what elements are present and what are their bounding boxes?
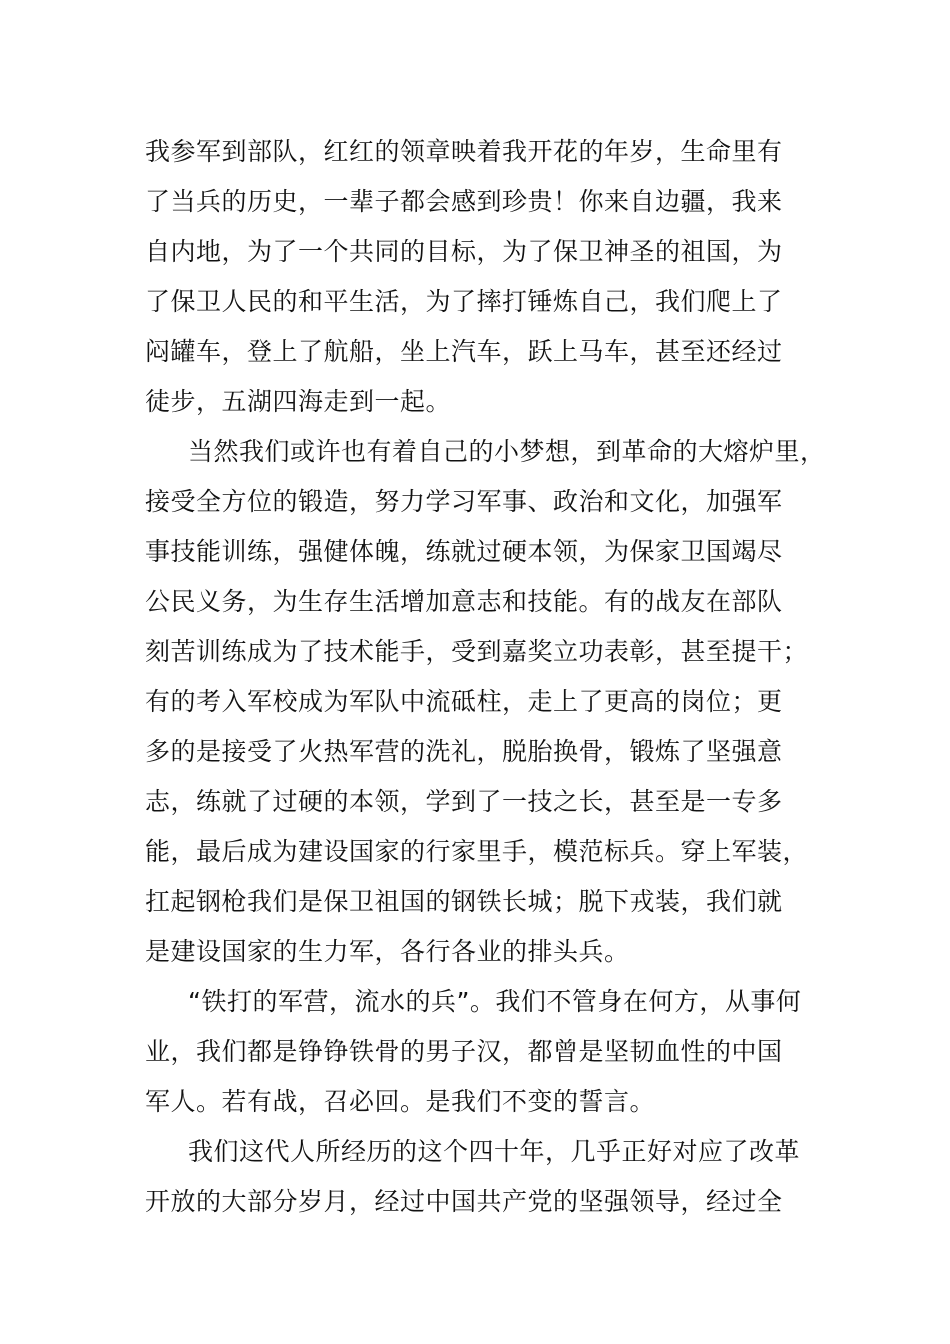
text-line: 能，最后成为建设国家的行家里手，模范标兵。穿上军装， (145, 837, 809, 866)
text-line: 刻苦训练成为了技术能手，受到嘉奖立功表彰，甚至提干； (145, 637, 809, 666)
text-line: 自内地，为了一个共同的目标，为了保卫神圣的祖国，为 (145, 237, 783, 266)
text-line: 接受全方位的锻造，努力学习军事、政治和文化，加强军 (145, 487, 783, 516)
text-line: 是建设国家的生力军，各行各业的排头兵。 (145, 937, 630, 966)
paragraph-start-line: “铁打的军营，流水的兵”。我们不管身在何方，从事何 (188, 987, 802, 1016)
text-line: 我参军到部队，红红的领章映着我开花的年岁，生命里有 (145, 137, 783, 166)
text-line: 了保卫人民的和平生活，为了摔打锤炼自己，我们爬上了 (145, 287, 783, 316)
text-line: 开放的大部分岁月，经过中国共产党的坚强领导，经过全 (145, 1187, 783, 1216)
text-line: 志，练就了过硬的本领，学到了一技之长，甚至是一专多 (145, 787, 783, 816)
text-line: 闷罐车，登上了航船，坐上汽车，跃上马车，甚至还经过 (145, 337, 783, 366)
paragraph-start-line: 当然我们或许也有着自己的小梦想，到革命的大熔炉里， (188, 437, 826, 466)
text-line: 军人。若有战，召必回。是我们不变的誓言。 (145, 1087, 656, 1116)
text-line: 扛起钢枪我们是保卫祖国的钢铁长城；脱下戎装，我们就 (145, 887, 783, 916)
paragraph-start-line: 我们这代人所经历的这个四十年，几乎正好对应了改革 (188, 1137, 801, 1166)
text-line: 了当兵的历史，一辈子都会感到珍贵！你来自边疆，我来 (145, 187, 783, 216)
text-line: 事技能训练，强健体魄，练就过硬本领，为保家卫国竭尽 (145, 537, 783, 566)
text-line: 有的考入军校成为军队中流砥柱，走上了更高的岗位；更 (145, 687, 783, 716)
text-line: 徒步，五湖四海走到一起。 (145, 387, 452, 416)
text-line: 多的是接受了火热军营的洗礼，脱胎换骨，锻炼了坚强意 (145, 737, 783, 766)
text-line: 公民义务，为生存生活增加意志和技能。有的战友在部队 (145, 587, 783, 616)
text-line: 业，我们都是铮铮铁骨的男子汉，都曾是坚韧血性的中国 (145, 1037, 783, 1066)
document-body (145, 127, 835, 1227)
